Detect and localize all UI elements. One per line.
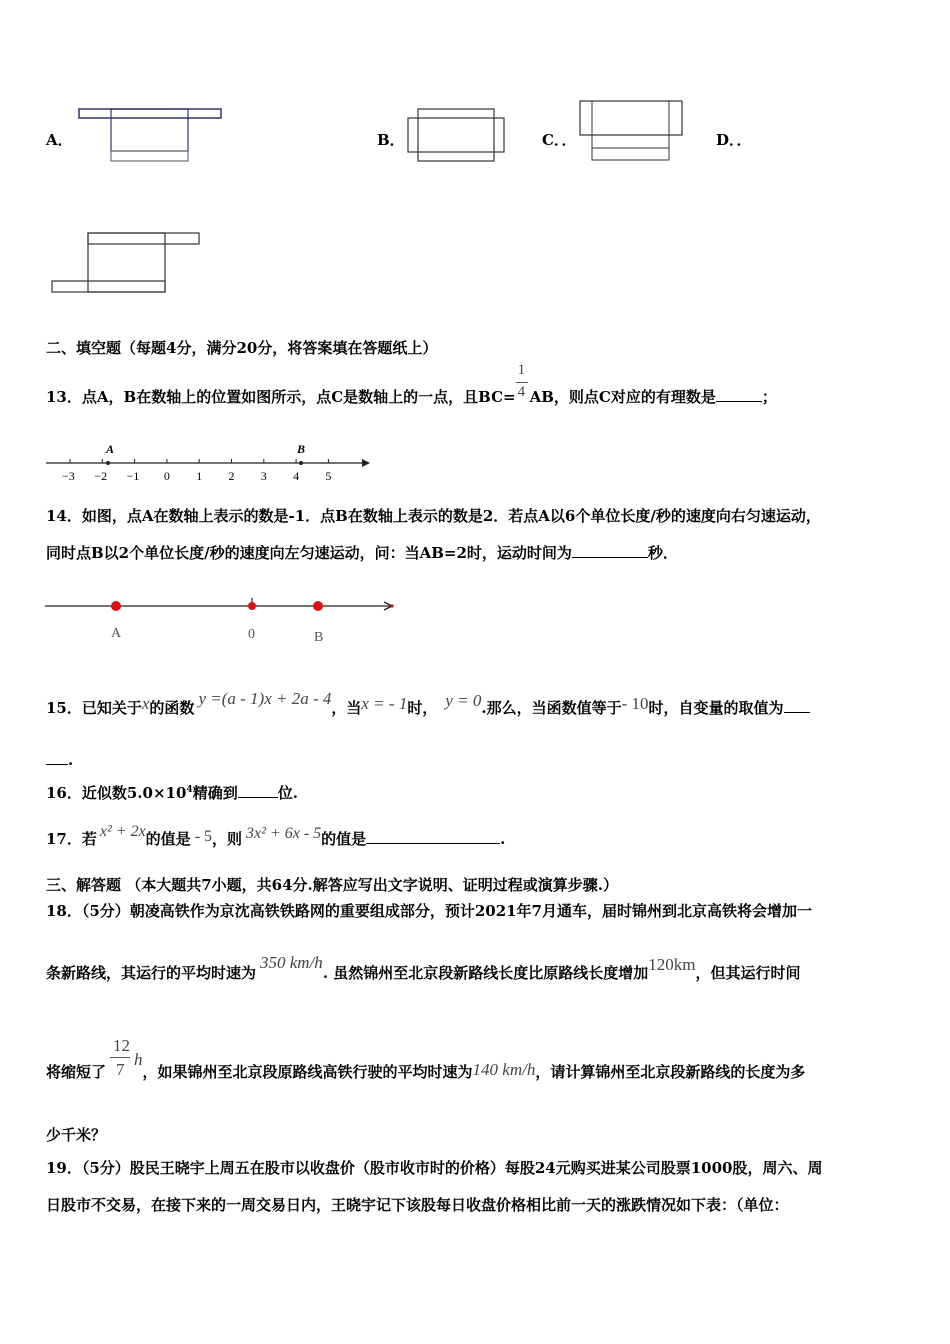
q18-unit-h: h xyxy=(134,1050,143,1069)
q15-answer-blank-1 xyxy=(784,698,810,713)
q16-text-2: 精确到 xyxy=(192,784,238,802)
q16-number: 5.0×10 xyxy=(126,784,187,802)
q14-text-2a: 同时点B以2个单位长度/秒的速度向左匀速运动，问：当AB=2时，运动时间为 xyxy=(46,544,572,562)
q14-point-a xyxy=(111,601,121,611)
q14-point-b xyxy=(313,601,323,611)
q13-tick-label: −3 xyxy=(62,469,75,483)
q13-frac-num: 1 xyxy=(517,362,526,378)
question-16 xyxy=(46,782,298,803)
q16-text-3: 位. xyxy=(277,784,298,802)
q18-text-2b: . 虽然锦州至北京段新路线长度比原路线长度增加 xyxy=(322,964,649,982)
q13-tick-label: 0 xyxy=(163,469,170,483)
q13-label-a: A xyxy=(106,442,115,456)
figure-d-bottom xyxy=(52,281,165,292)
q18-text-2c: ，但其运行时间 xyxy=(695,964,801,982)
q18-line-2 xyxy=(46,953,801,983)
q13-tick-label: −2 xyxy=(94,469,108,483)
q14-arrow-dot xyxy=(390,604,393,607)
q16-answer-blank xyxy=(238,783,278,798)
q15-var-x: x xyxy=(141,694,150,713)
q15-text-1: 15．已知关于 xyxy=(46,699,142,717)
figure-c-top xyxy=(580,101,682,135)
section2-title: 二、填空题（每题4分，满分20分，将答案填在答题纸上） xyxy=(46,339,438,357)
q18-text-3c: ，请计算锦州至北京段新路线的长度为多 xyxy=(535,1063,806,1081)
q18-fraction xyxy=(110,1036,134,1079)
q15-text-2: 的函数 xyxy=(149,699,195,717)
q13-frac-bar xyxy=(516,382,528,383)
q17-expression-2: 3x² + 6x - 5 xyxy=(246,825,322,842)
q14-number-line xyxy=(40,590,402,648)
q17-answer-blank xyxy=(366,829,500,844)
option-a-figure xyxy=(76,106,226,164)
q16-exponent: 4 xyxy=(186,785,193,795)
figure-d-top xyxy=(88,233,199,244)
q15-condition-x: x = - 1 xyxy=(361,694,408,713)
q18-distance-increase: 120km xyxy=(648,955,696,974)
q18-frac-bar xyxy=(110,1057,130,1058)
q13-tick-label: 2 xyxy=(228,469,235,483)
option-a-label: A． xyxy=(46,131,73,149)
figure-b-outer xyxy=(418,109,494,161)
section3-title: 三、解答题 （本大题共7小题，共64分.解答应写出文字说明、证明过程或演算步骤.） xyxy=(46,876,618,894)
q13-text-2: AB，则点C对应的有理数是 xyxy=(529,388,716,406)
q19-line-2: 日股市不交易，在接下来的一周交易日内，王晓宇记下该股每日收盘价格相比前一天的涨跌情况如下表：（单位： xyxy=(46,1196,789,1214)
q18-text-3b: ，如果锦州至北京段原路线高铁行驶的平均时速为 xyxy=(142,1063,473,1081)
q17-expression-1: x² + 2x xyxy=(99,823,146,840)
option-b-figure xyxy=(404,106,508,164)
q15-condition-y: y = 0 xyxy=(445,691,482,710)
figure-c-middle xyxy=(592,101,669,148)
q14-text-2b: 秒． xyxy=(647,544,678,562)
q15-answer-blank-2 xyxy=(46,750,68,765)
q14-label-b: B xyxy=(314,630,324,645)
q13-fraction xyxy=(516,362,530,402)
q19-line-1: 19．（5分）股民王晓宇上周五在股市以收盘价（股市收市时的价格）每股24元购买进某公司股票1000股，周六、周 xyxy=(46,1159,823,1177)
option-d-label: D．． xyxy=(716,131,752,149)
question-13 xyxy=(46,362,777,407)
q13-tick-label: 1 xyxy=(196,469,203,483)
q14-label-a: A xyxy=(111,626,122,641)
question-17 xyxy=(46,823,506,849)
option-d-figure xyxy=(48,230,204,296)
q17-text-4: 的值是 xyxy=(321,830,367,848)
q13-number-line xyxy=(40,438,376,486)
q18-frac-num: 12 xyxy=(113,1036,131,1055)
q13-frac-den: 4 xyxy=(517,384,526,400)
q17-value: - 5 xyxy=(194,828,213,845)
q16-text-1: 16．近似数 xyxy=(46,784,127,802)
q18-text-3a: 将缩短了 xyxy=(46,1063,107,1081)
q15-value: - 10 xyxy=(621,694,649,713)
q15-text-3: ，当 xyxy=(331,699,362,717)
q14-label-o: 0 xyxy=(248,627,255,642)
q15-text-5: .那么，当函数值等于 xyxy=(481,699,622,717)
q13-point-b xyxy=(299,461,303,465)
q15-end: . xyxy=(68,751,74,769)
q13-text-1: 13．点A，B在数轴上的位置如图所示，点C是数轴上的一点，且BC= xyxy=(46,388,516,406)
figure-a-base xyxy=(111,151,188,161)
q13-tick-label: −1 xyxy=(126,469,140,483)
figure-b-inner xyxy=(408,118,504,152)
question-15 xyxy=(46,689,810,718)
q13-label-b: B xyxy=(297,442,306,456)
q18-line-3 xyxy=(46,1036,806,1082)
q15-continuation xyxy=(46,750,73,769)
q18-speed-new: 350 km/h xyxy=(260,953,323,972)
q13-tick-label: 4 xyxy=(293,469,300,483)
q18-speed-old: 140 km/h xyxy=(472,1060,536,1079)
q14-line-1: 14．如图，点A在数轴上表示的数是-1．点B在数轴上表示的数是2．若点A以6个单位长度/秒的速度向右匀速运动， xyxy=(46,507,821,525)
q13-answer-blank xyxy=(716,387,762,402)
q13-tick-label: 3 xyxy=(260,469,267,483)
q14-point-o xyxy=(248,602,256,610)
q17-text-1: 17．若 xyxy=(46,830,97,848)
q15-function: y =(a - 1)x + 2a - 4 xyxy=(198,689,332,708)
q14-line-2 xyxy=(46,542,678,563)
q18-line-1: 18．（5分）朝凌高铁作为京沈高铁铁路网的重要组成部分，预计2021年7月通车，届时锦州到北京高铁将会增加一 xyxy=(46,902,813,920)
q13-tick-label: 5 xyxy=(325,469,332,483)
q13-axis-arrow xyxy=(362,459,370,467)
q17-text-5: . xyxy=(500,830,506,848)
q15-text-6: 时，自变量的取值为 xyxy=(648,699,784,717)
option-c-label: C．． xyxy=(542,131,577,149)
option-b-label: B． xyxy=(377,131,405,149)
figure-a-box xyxy=(111,109,188,151)
figure-a-bar xyxy=(79,109,221,118)
option-c-figure xyxy=(577,98,687,164)
q14-answer-blank xyxy=(572,543,648,558)
figure-c-base xyxy=(592,148,669,160)
q18-line-4: 少千米？ xyxy=(46,1126,107,1144)
q17-text-2: 的值是 xyxy=(145,830,191,848)
q15-text-4: 时， xyxy=(407,699,438,717)
q13-text-3: ； xyxy=(761,388,777,406)
q13-point-a xyxy=(106,461,110,465)
q18-frac-den: 7 xyxy=(116,1060,125,1079)
q18-text-2a: 条新路线，其运行的平均时速为 xyxy=(46,964,257,982)
q17-text-3: ，则 xyxy=(212,830,243,848)
figure-d-middle xyxy=(88,233,165,292)
